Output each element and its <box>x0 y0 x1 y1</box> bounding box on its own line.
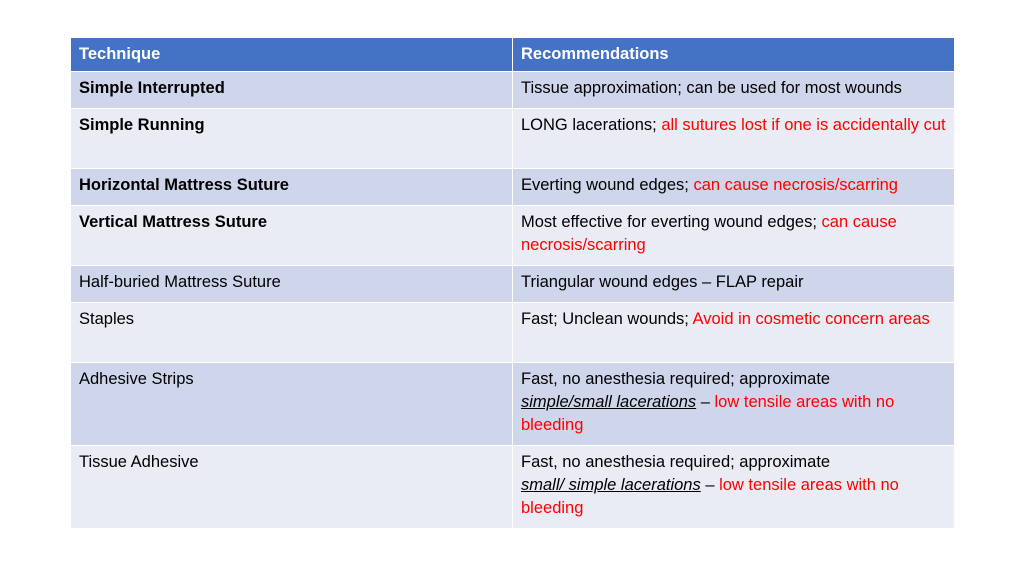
recommendation-text: Everting wound edges; <box>521 176 694 194</box>
technique-cell: Tissue Adhesive <box>71 446 513 529</box>
header-technique: Technique <box>71 38 513 72</box>
recommendation-cell <box>513 72 955 109</box>
recommendation-cell <box>513 206 955 266</box>
table-row <box>71 303 955 363</box>
recommendation-text: Most effective for everting wound edges; <box>521 213 822 231</box>
suture-techniques-table <box>70 37 955 529</box>
table-row <box>71 363 955 446</box>
technique-cell: Simple Running <box>71 109 513 169</box>
technique-cell: Adhesive Strips <box>71 363 513 446</box>
recommendation-text: LONG lacerations; <box>521 116 662 134</box>
header-recommendations: Recommendations <box>513 38 955 72</box>
recommendation-cell <box>513 446 955 529</box>
recommendation-cell <box>513 363 955 446</box>
recommendation-cell <box>513 303 955 363</box>
table-row <box>71 72 955 109</box>
recommendation-emphasis: small/ simple lacerations <box>521 476 701 494</box>
table-row <box>71 109 955 169</box>
recommendation-warning: low tensile areas with no bleeding <box>521 476 899 517</box>
recommendation-warning: Avoid in cosmetic concern areas <box>692 310 930 328</box>
recommendation-text: Fast, no anesthesia required; approximate <box>521 370 831 388</box>
recommendation-warning: low tensile areas with no bleeding <box>521 393 895 434</box>
recommendation-dash: – <box>700 476 720 494</box>
table-row <box>71 446 955 529</box>
technique-cell: Half-buried Mattress Suture <box>71 266 513 303</box>
technique-cell: Staples <box>71 303 513 363</box>
recommendation-text: Fast; Unclean wounds; <box>521 310 693 328</box>
recommendation-dash: – <box>696 393 715 411</box>
recommendation-warning: all sutures lost if one is accidentally cut <box>661 116 946 134</box>
table-row <box>71 206 955 266</box>
recommendation-warning: can cause necrosis/scarring <box>521 213 897 254</box>
recommendation-text: Fast, no anesthesia required; approximate <box>521 453 831 471</box>
technique-cell: Vertical Mattress Suture <box>71 206 513 266</box>
technique-cell: Simple Interrupted <box>71 72 513 109</box>
recommendation-text: Tissue approximation; can be used for most wounds <box>521 79 902 97</box>
recommendation-text: Triangular wound edges – FLAP repair <box>521 273 804 291</box>
recommendation-cell <box>513 109 955 169</box>
table-row <box>71 169 955 206</box>
recommendation-cell <box>513 169 955 206</box>
table-row <box>71 266 955 303</box>
recommendation-warning: can cause necrosis/scarring <box>693 176 898 194</box>
technique-cell: Horizontal Mattress Suture <box>71 169 513 206</box>
table-header-row <box>71 38 955 72</box>
recommendation-emphasis: simple/small lacerations <box>521 393 697 411</box>
recommendation-cell <box>513 266 955 303</box>
